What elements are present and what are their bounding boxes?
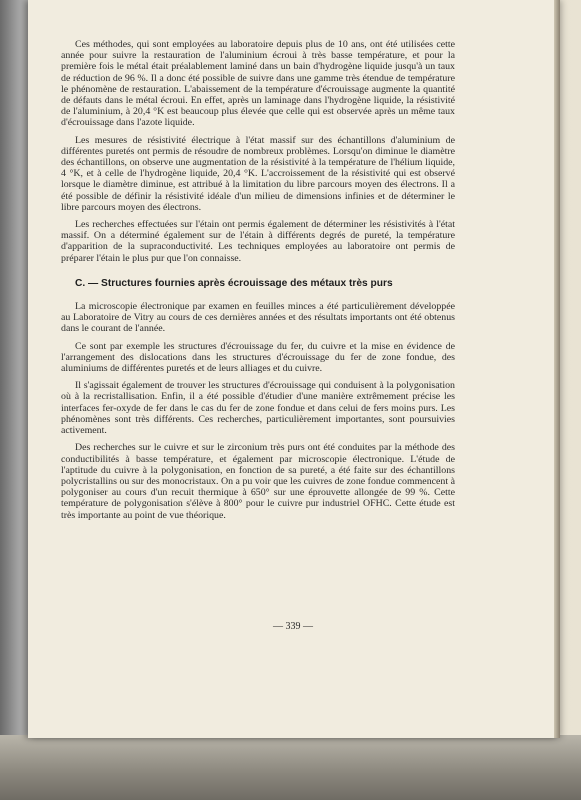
paragraph-electron-microscopy: La microscopie électronique par examen en feuilles minces a été particulièrement développée au Laboratoire de Vitry au cours de ces dernières années et des résultats importants ont été obtenus dans le courant de l'année.: [61, 301, 455, 335]
paragraph-tin: Les recherches effectuées sur l'étain ont permis également de déterminer les résistivités à l'état massif. On a déterminé également sur de l'étain à différents degrés de pureté, la température d'apparition de la supraconductivité. Les techniques employées au laboratoire ont permis de préparer l'étain le plus pur que l'on connaisse.: [61, 219, 455, 264]
section-heading-c: C. — Structures fournies après écrouissage des métaux très purs: [75, 277, 393, 289]
paragraph-copper-zirconium: Des recherches sur le cuivre et sur le zirconium très purs ont été conduites par la méthode des conductibilités à basse température, et également par microscopie électronique. L'étude de l'aptitude du cuivre à la polygonisation, en fonction de sa pureté, a été faite sur des échantillons polycristallins ou sur des monocristaux. On a pu voir que les cuivres de zone fondue commencent à polygoniser au cours d'un recuit thermique à 650° sur une éprouvette allongée de 99 %. Cette température de polygonisation s'élève à 800° pour le cuivre pur industriel OFHC. Cette étude est très importante au point de vue théorique.: [61, 442, 455, 521]
page-number: — 339 —: [273, 621, 313, 632]
paragraph-polygonisation: Il s'agissait également de trouver les structures d'écrouissage qui conduisent à la polygonisation où à la recristallisation. Enfin, il a été possible d'étudier d'une manière extrêmement précise les interfaces fer-oxyde de fer dans le cas du fer de zone fondue et dans celui de fers moins purs. Les phénomènes sont très différents. Ces recherches, particulièrement importantes, sont poursuivies activement.: [61, 380, 455, 437]
scanner-bed: [0, 735, 581, 800]
paragraph-resistivity-aluminium: Les mesures de résistivité électrique à l'état massif sur des échantillons d'aluminium de différentes puretés ont permis de résoudre de nombreux problèmes. Lorsqu'on diminue le diamètre des échantillons, on observe une augmentation de la résistivité à la température de l'hélium liquide, 4 °K, et à celle de l'hydrogène liquide, 20,4 °K. L'accroissement de la résistivité qui est observé lorsque le diamètre diminue, est attribué à la limitation du libre parcours moyen des électrons. Il a été possible de définir la résistivité idéale d'un milieu de dimensions infinies et de déterminer le libre parcours moyen des électrons.: [61, 134, 455, 213]
paragraph-structures: Ce sont par exemple les structures d'écrouissage du fer, du cuivre et la mise en évidence de l'arrangement des dislocations dans les structures d'écrouissage du fer de zone fondue, des aluminiums de différentes puretés et de leurs alliages et du cuivre.: [61, 340, 455, 375]
page-body: [61, 39, 455, 527]
paragraph-restoration: Ces méthodes, qui sont employées au laboratoire depuis plus de 10 ans, ont été utilisées cette année pour suivre la restauration de l'aluminium écroui à très basse température, et pour la première fois le métal était préalablement laminé dans un bain d'hydrogène liquide jusqu'à un taux de réduction de 96 %. Il a donc été possible de suivre dans une gamme très étendue de température le phénomène de restauration. L'abaissement de la température d'écrouissage augmente la quantité de défauts dans le métal écroui. En effet, après un laminage dans l'hydrogène liquide, la résistivité de l'aluminium, à 20,4 °K est beaucoup plus élevée que celle qui est observée après un même taux d'écrouissage dans l'azote liquide.: [61, 39, 455, 129]
